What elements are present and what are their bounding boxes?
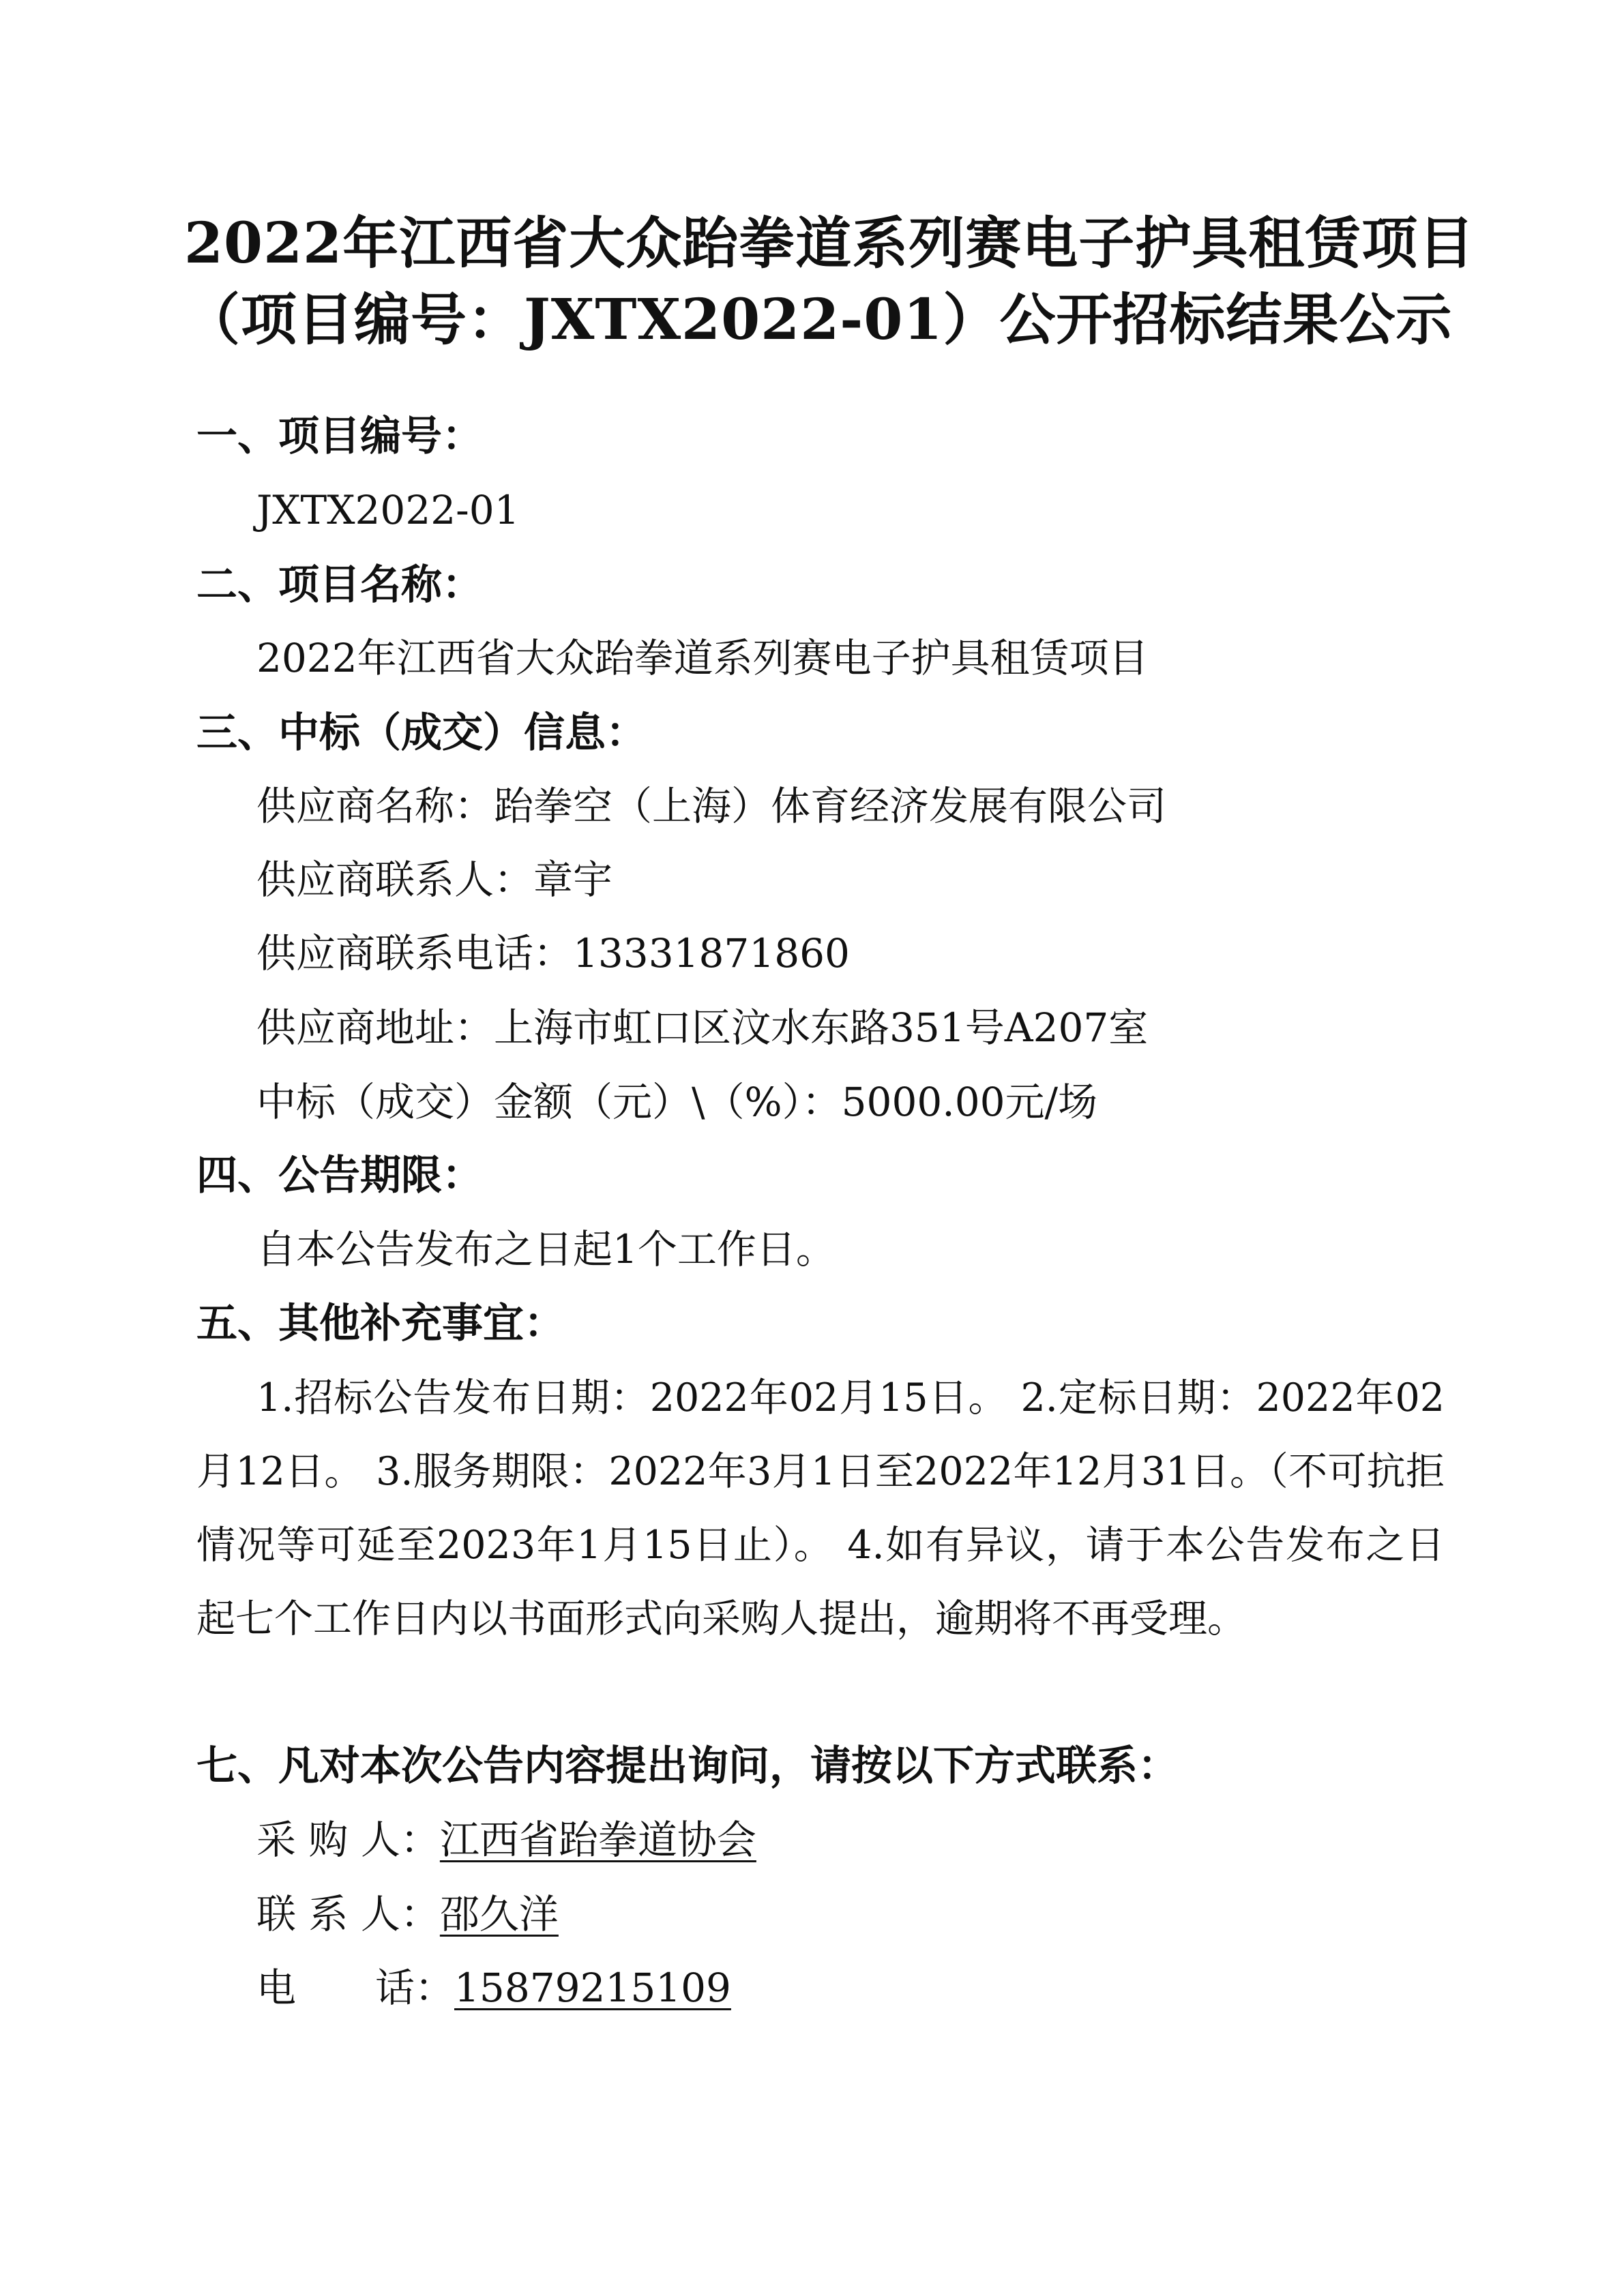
buyer-row [256,1813,756,1867]
supplier-address: 供应商地址：上海市虹口区汶水东路351号A207室 [256,1004,1149,1051]
section-7-heading: 七、凡对本次公告内容提出询问，请按以下方式联系： [196,1742,1179,1790]
contact-person-row [256,1887,559,1941]
contact-phone-row [256,1960,731,2015]
buyer-label: 采 购 人： [256,1817,440,1863]
document-title-line-2: （项目编号：JXTX2022-01）公开招标结果公示 [184,287,1453,353]
contact-phone-label: 电 话： [256,1965,455,2011]
document-title-line-1: 2022年江西省大众跆拳道系列赛电子护具租赁项目 [184,211,1475,276]
project-name-value: 2022年江西省大众跆拳道系列赛电子护具租赁项目 [256,635,1149,681]
supplier-phone: 供应商联系电话：13331871860 [256,930,850,976]
supplier-contact: 供应商联系人：章宇 [256,856,613,903]
supplier-name: 供应商名称：跆拳空（上海）体育经济发展有限公司 [256,783,1167,829]
contact-phone-value: 15879215109 [454,1965,731,2011]
section-5-heading: 五、其他补充事宜： [196,1300,565,1347]
contact-person-value: 邵久洋 [439,1891,559,1937]
project-number-value: JXTX2022-01 [256,487,520,533]
buyer-value: 江西省跆拳道协会 [439,1817,756,1863]
section-4-heading: 四、公告期限： [196,1152,483,1199]
bid-amount: 中标（成交）金额（元）\（%）：5000.00元/场 [256,1079,1098,1125]
supplementary-paragraph: 1.招标公告发布日期：2022年02月15日。 2.定标日期：2022年02月12日。 3.服务期限：2022年3月1日至2022年12月31日。（不可抗拒情况等可延至2023年1月15日止）。 4.如有异议，请于本公告发布之日起七个工作日内以书面形式向采购人提出，逾期将不再受理。 [196,1375,1445,1641]
contact-person-label: 联 系 人： [256,1891,440,1937]
section-2-heading: 二、项目名称： [196,561,483,609]
section-3-heading: 三、中标（成交）信息： [196,709,647,757]
notice-period-value: 自本公告发布之日起1个工作日。 [256,1226,836,1272]
section-1-heading: 一、项目编号： [196,413,483,460]
